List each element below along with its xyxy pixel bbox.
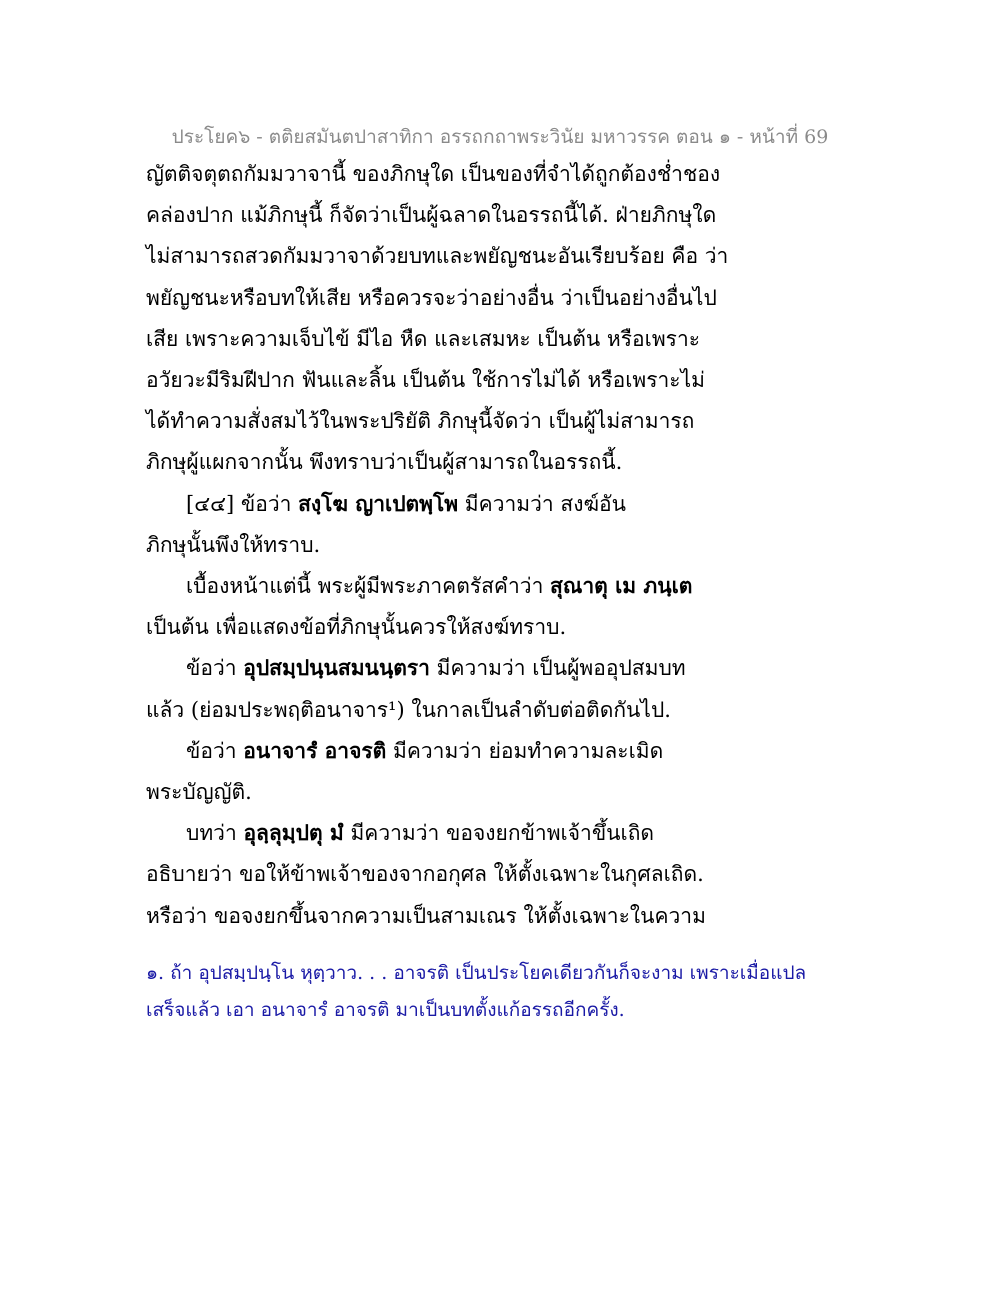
line-text: มีความว่า ย่อมทำความละเมิด bbox=[386, 738, 664, 763]
footnote-line: ๑. ถ้า อุปสมฺปนฺโน หุตฺวาว. . . อาจรติ เป็นประโยคเดียวกันก็จะงาม เพราะเมื่อแปล bbox=[146, 962, 807, 984]
text-line: คล่องปาก แม้ภิกษุนี้ ก็จัดว่าเป็นผู้ฉลาดในอรรถนี้ได้. ฝ่ายภิกษุใด bbox=[146, 203, 717, 228]
text-line: อธิบายว่า ขอให้ข้าพเจ้าของจากอกุศล ให้ตั้งเฉพาะในกุศลเถิด. bbox=[146, 862, 704, 887]
pali-term: อุปสมฺปนฺนสมนนฺตรา bbox=[243, 655, 430, 681]
text-line: ญัตติจตุตถกัมมวาจานี้ ของภิกษุใด เป็นของที่จำได้ถูกต้องช่ำชอง bbox=[146, 162, 721, 186]
line-text: บทว่า bbox=[186, 821, 244, 846]
line-text: ข้อว่า bbox=[186, 656, 244, 681]
line-text: [๔๔] ข้อว่า bbox=[186, 491, 299, 516]
footnote-line: เสร็จแล้ว เอา อนาจารํ อาจรติ มาเป็นบทตั้งแก้อรรถอีกครั้ง. bbox=[146, 999, 625, 1021]
pali-term: สุณาตุ เม ภนฺเต bbox=[550, 573, 693, 598]
pali-term: อุลฺลุมฺปตุ มํ bbox=[243, 820, 344, 846]
line-text: มีความว่า สงฆ์อัน bbox=[458, 491, 627, 516]
pali-term: อนาจารํ อาจรติ bbox=[243, 737, 387, 763]
text-line: พยัญชนะหรือบทให้เสีย หรือควรจะว่าอย่างอื่น ว่าเป็นอย่างอื่นไป bbox=[146, 285, 717, 310]
text-line bbox=[186, 488, 626, 521]
line-text: มีความว่า เป็นผู้พออุปสมบท bbox=[429, 656, 686, 681]
text-line bbox=[186, 817, 654, 850]
text-line: หรือว่า ขอจงยกขึ้นจากความเป็นสามเณร ให้ตั้งเฉพาะในความ bbox=[146, 903, 706, 928]
line-text: มีความว่า ขอจงยกข้าพเจ้าขึ้นเถิด bbox=[343, 821, 655, 846]
text-line: แล้ว (ย่อมประพฤติอนาจาร¹) ในกาลเป็นลำดับต่อติดกันไป. bbox=[146, 697, 671, 722]
pali-term: สงฺโฆ ญาเปตพฺโพ bbox=[298, 490, 459, 516]
text-line: เป็นต้น เพื่อแสดงข้อที่ภิกษุนั้นควรให้สงฆ์ทราบ. bbox=[146, 615, 567, 640]
text-line: พระบัญญัติ. bbox=[146, 780, 252, 804]
text-line: อวัยวะมีริมฝีปาก ฟันและลิ้น เป็นต้น ใช้การไม่ได้ หรือเพราะไม่ bbox=[146, 368, 705, 392]
text-line: ไม่สามารถสวดกัมมวาจาด้วยบทและพยัญชนะอันเรียบร้อย คือ ว่า bbox=[146, 244, 729, 269]
text-line: เสีย เพราะความเจ็บไข้ มีไอ หืด และเสมหะ เป็นต้น หรือเพราะ bbox=[146, 326, 701, 351]
text-line: ภิกษุผู้แผกจากนั้น พึงทราบว่าเป็นผู้สามารถในอรรถนี้. bbox=[146, 450, 623, 475]
text-line: ได้ทำความสั่งสมไว้ในพระปริยัติ ภิกษุนี้จัดว่า เป็นผู้ไม่สามารถ bbox=[146, 409, 695, 434]
line-text: เบื้องหน้าแต่นี้ พระผู้มีพระภาคตรัสคำว่า bbox=[186, 574, 551, 598]
line-text: ข้อว่า bbox=[186, 738, 244, 763]
text-line bbox=[186, 735, 663, 768]
text-line bbox=[186, 652, 686, 685]
text-line: ภิกษุนั้นพึงให้ทราบ. bbox=[146, 532, 321, 557]
page-header: ประโยค๖ - ตติยสมันตปาสาทิกา อรรถกถาพระวินัย มหาวรรค ตอน ๑ - หน้าที่ 69 bbox=[171, 126, 829, 148]
text-line bbox=[186, 570, 692, 603]
